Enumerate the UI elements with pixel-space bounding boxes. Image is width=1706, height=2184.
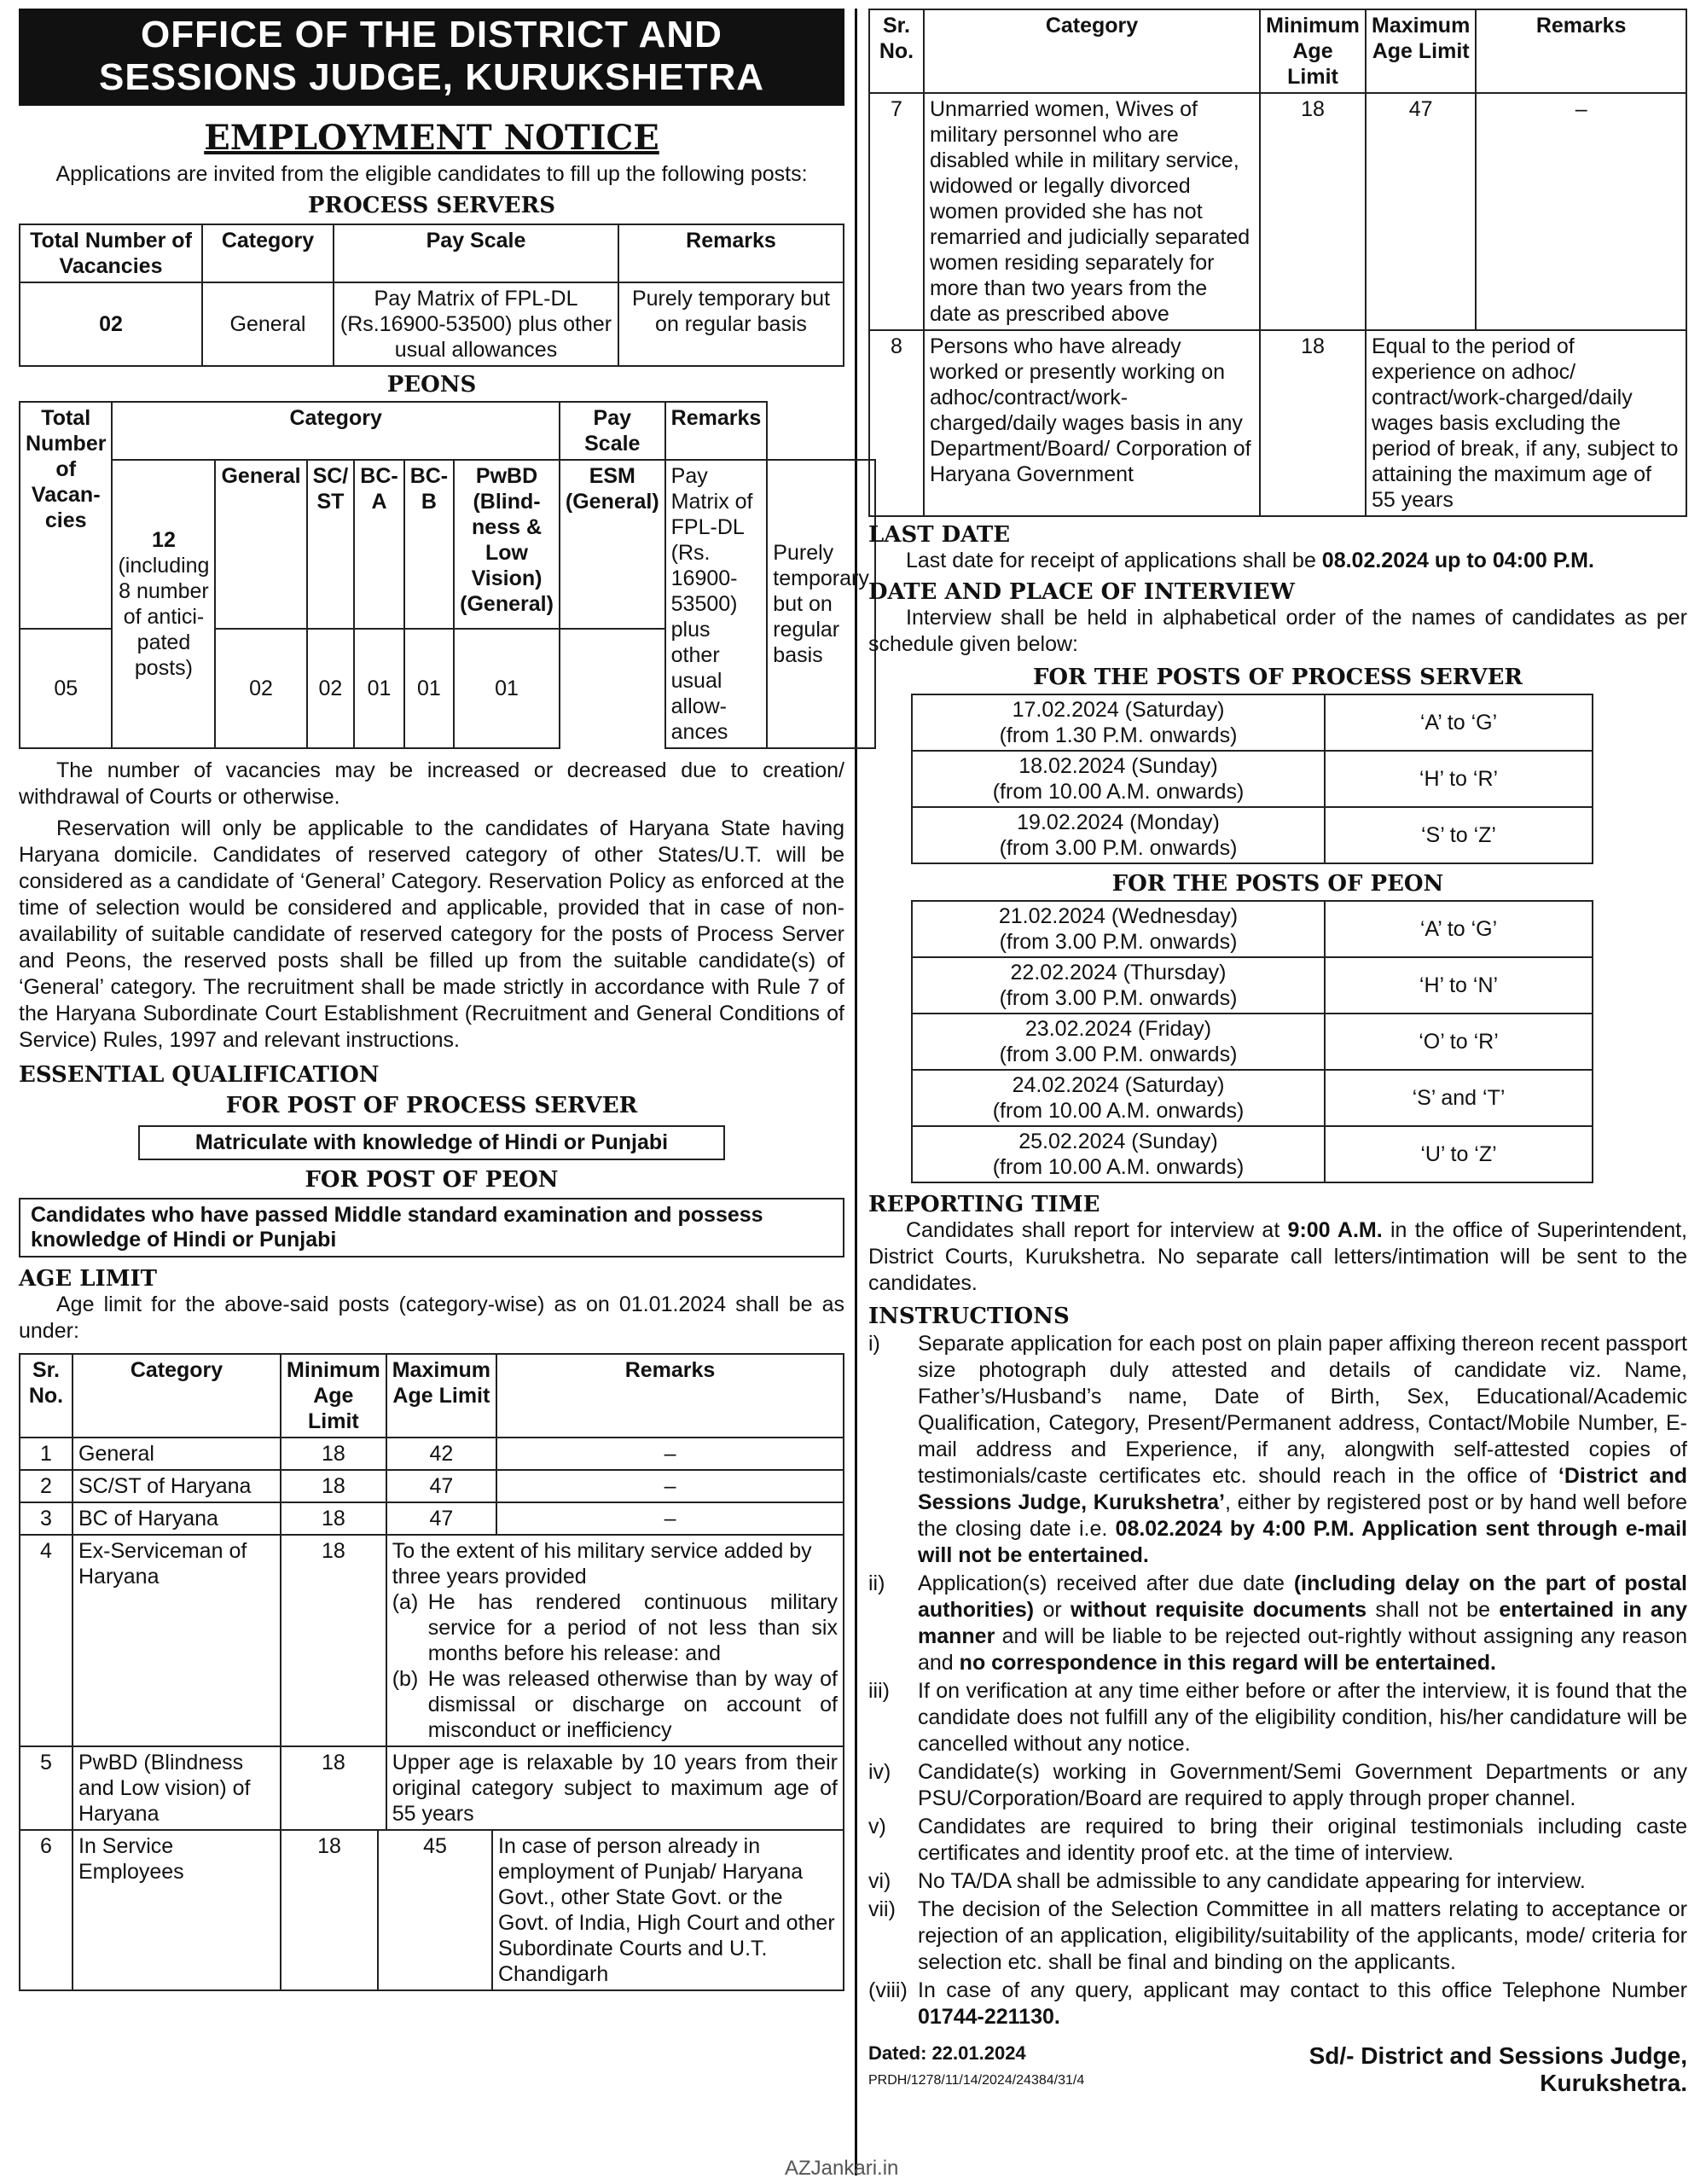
peon-val-esm: 01 xyxy=(454,629,560,748)
schedule-date: 25.02.2024 (Sunday) xyxy=(1018,1130,1218,1153)
ps-vacancies: 02 xyxy=(20,282,202,366)
esm-condition-b-text: He was released otherwise than by way of dismissal or discharge on account of misconduct or inefficiency xyxy=(427,1667,838,1742)
schedule-time: (from 1.30 P.M. onwards) xyxy=(999,723,1238,747)
age-min: 18 xyxy=(281,1502,386,1535)
age-limit-table-right xyxy=(868,9,1687,517)
age-min: 18 xyxy=(281,1470,386,1502)
notice-title: EMPLOYMENT NOTICE xyxy=(204,118,659,158)
instr-i-d: 08.02.2024 by 4:00 P.M. Application sent through e-mail will not be entertained. xyxy=(918,1517,1687,1567)
age-max: 45 xyxy=(378,1831,492,1990)
instruction-item xyxy=(868,1678,1687,1757)
instr-ii-d: without requisite documents xyxy=(1071,1598,1367,1622)
qualification-heading: ESSENTIAL QUALIFICATION xyxy=(19,1062,380,1088)
column-divider xyxy=(855,9,857,2175)
instruction-text: Candidates are required to bring their original testimonials including caste certificates and identity proof etc. at the time of interview. xyxy=(918,1815,1687,1865)
pwbd-remarks: Upper age is relaxable by 10 years from their original category subject to maximum age of 55 years xyxy=(386,1746,844,1830)
peon-header-category: Category xyxy=(112,402,559,460)
schedule-date: 21.02.2024 (Wednesday) xyxy=(998,904,1239,928)
instr-viii-b: 01744-221130. xyxy=(918,2005,1060,2029)
intro-text: Applications are invited from the eligible candidates to fill up the following posts: xyxy=(55,162,808,186)
table-row xyxy=(20,1470,844,1502)
age-category: General xyxy=(73,1438,281,1470)
ps-pay-scale: Pay Matrix of FPL-DL (Rs.16900-53500) plus other usual allowances xyxy=(334,282,618,366)
instruction-text: No TA/DA shall be admissible to any candidate appearing for interview. xyxy=(918,1869,1586,1893)
instruction-item xyxy=(868,1331,1687,1569)
age-category: Ex-Serviceman of Haryana xyxy=(73,1535,281,1746)
peon-sub-bca: BC- A xyxy=(354,460,403,629)
age-sr: 5 xyxy=(20,1746,73,1830)
last-date-text xyxy=(868,548,1687,574)
last-date-heading: LAST DATE xyxy=(868,522,1011,548)
instruction-text xyxy=(918,1331,1687,1569)
table-row xyxy=(869,330,1686,516)
instruction-text: The decision of the Selection Committee in all matters relating to acceptance or rejection of an application, eligibility/suitability of the applicants, mode/ criteria for selection etc. shall be final and binding on the applicants. xyxy=(918,1897,1687,1974)
table-row xyxy=(912,807,1593,863)
schedule-range: ‘O’ to ‘R’ xyxy=(1325,1014,1593,1070)
age-min: 18 xyxy=(281,1746,386,1830)
interview-ps-table xyxy=(911,694,1593,864)
table-row xyxy=(912,901,1593,957)
table-row xyxy=(20,1502,844,1535)
peon-sub-esm: ESM (General) xyxy=(560,460,665,629)
office-banner xyxy=(19,9,844,106)
age-limit-intro: Age limit for the above-said posts (category-wise) as on 01.01.2024 shall be as under: xyxy=(19,1292,844,1343)
schedule-range: ‘S’ and ‘T’ xyxy=(1325,1070,1593,1126)
age-header-remarks: Remarks xyxy=(1476,9,1686,93)
instr-i-c: , either by registered post or by hand well before the closing date i.e. xyxy=(918,1490,1687,1541)
reporting-text xyxy=(868,1217,1687,1297)
peons-heading: PEONS xyxy=(386,372,477,398)
age-sr: 7 xyxy=(869,93,924,330)
inservice-remarks: In case of person already in employment of Punjab/ Haryana Govt., other State Govt. or the Govt. of India, High Court and other Subordinate Courts and U.T. Chandigarh xyxy=(492,1831,844,1990)
left-column xyxy=(19,9,869,1991)
ps-header-remarks: Remarks xyxy=(618,224,844,282)
age-min: 18 xyxy=(1260,330,1366,516)
signature-line-2: Kurukshetra. xyxy=(1540,2070,1687,2096)
age-header-sr: Sr. No. xyxy=(869,9,924,93)
peon-header-total xyxy=(20,402,112,629)
signature-line-1: Sd/- District and Sessions Judge, xyxy=(1309,2042,1687,2069)
esm-condition-a-text: He has rendered continuous military service for a period of not less than six months before his release: and xyxy=(427,1590,838,1665)
instruction-number: i) xyxy=(868,1332,880,1356)
table-row xyxy=(912,957,1593,1014)
signature-block xyxy=(1309,2042,1687,2097)
peon-sub-pwbd: PwBD (Blind- ness & Low Vision) (General) xyxy=(454,460,560,629)
age-header-min: Minimum Age Limit xyxy=(1260,9,1366,93)
qual-ps-heading: FOR POST OF PROCESS SERVER xyxy=(225,1093,638,1118)
process-servers-table xyxy=(19,224,844,367)
schedule-date: 19.02.2024 (Monday) xyxy=(1017,810,1220,834)
reporting-heading: REPORTING TIME xyxy=(868,1192,1100,1217)
peon-sub-scst: SC/ ST xyxy=(307,460,355,629)
instr-ii-g: and will be liable to be rejected out-rightly without assigning any reason and xyxy=(918,1624,1687,1675)
age-min: 18 xyxy=(281,1831,378,1990)
instr-viii-a: In case of any query, applicant may contact to this office Telephone Number xyxy=(918,1978,1687,2002)
age-category: Unmarried women, Wives of military personnel who are disabled while in military service, widowed or legally divorced women provided she has not remarried and judicially separated women residing separately for more than two years from the date as prescribed above xyxy=(924,93,1260,330)
schedule-range: ‘H’ to ‘N’ xyxy=(1325,957,1593,1014)
age-min: 18 xyxy=(1260,93,1366,330)
instr-ii-f: entertained in any manner xyxy=(918,1598,1687,1648)
age-category: In Service Employees xyxy=(73,1831,281,1990)
prdh-code: PRDH/1278/11/14/2024/24384/31/4 xyxy=(868,2073,1085,2088)
instruction-number: vii) xyxy=(868,1897,896,1921)
age-max: 47 xyxy=(386,1502,496,1535)
interview-ps-heading: FOR THE POSTS OF PROCESS SERVER xyxy=(1032,665,1523,690)
peon-header-remarks: Remarks xyxy=(665,402,768,460)
table-row xyxy=(869,93,1686,330)
interview-peon-table xyxy=(911,900,1593,1183)
peon-remarks: Purely temporary but on regular basis xyxy=(767,460,875,748)
reporting-time: 9:00 A.M. xyxy=(1287,1218,1383,1242)
age-max: 47 xyxy=(386,1470,496,1502)
age-remarks: – xyxy=(496,1470,844,1502)
instruction-number: iii) xyxy=(868,1679,890,1703)
esm-condition-b: (b) He was released otherwise than by way of dismissal or discharge on account of misconduct or inefficiency xyxy=(392,1667,838,1742)
last-date-prefix: Last date for receipt of applications shall be xyxy=(906,549,1322,572)
table-row xyxy=(912,1126,1593,1182)
right-column xyxy=(868,9,1687,2097)
interview-heading: DATE AND PLACE OF INTERVIEW xyxy=(868,579,1295,605)
instruction-number: v) xyxy=(868,1815,886,1838)
instruction-item xyxy=(868,1868,1687,1895)
schedule-date: 23.02.2024 (Friday) xyxy=(1024,1017,1212,1041)
process-servers-heading: PROCESS SERVERS xyxy=(308,193,555,218)
age-header-min: Minimum Age Limit xyxy=(281,1354,386,1438)
schedule-date: 18.02.2024 (Sunday) xyxy=(1018,754,1218,778)
watermark: AZJankari.in xyxy=(785,2157,899,2180)
schedule-time: (from 3.00 P.M. onwards) xyxy=(999,986,1238,1010)
peon-pay-scale: Pay Matrix of FPL-DL (Rs. 16900- 53500) plus other usual allow- ances xyxy=(665,460,768,748)
age-sr: 2 xyxy=(20,1470,73,1502)
age-limit-table-left xyxy=(19,1353,844,1831)
instruction-text: Candidate(s) working in Government/Semi Government Departments or any PSU/Corporation/Board are required to apply through proper channel. xyxy=(918,1760,1687,1810)
instr-ii-b: (including delay on the part of postal authorities) xyxy=(918,1571,1688,1622)
ps-category: General xyxy=(202,282,334,366)
dated-text: Dated: 22.01.2024 xyxy=(868,2042,1026,2064)
age-category: BC of Haryana xyxy=(73,1502,281,1535)
peon-val-scst: 02 xyxy=(215,629,306,748)
table-row xyxy=(912,751,1593,807)
instruction-item xyxy=(868,1978,1687,2030)
office-line-1: OFFICE OF THE DISTRICT AND xyxy=(141,14,722,55)
peon-val-general: 05 xyxy=(20,629,112,748)
instr-ii-h: no correspondence in this regard will be entertained. xyxy=(959,1651,1496,1675)
age-limit-heading: AGE LIMIT xyxy=(19,1266,157,1292)
schedule-time: (from 10.00 A.M. onwards) xyxy=(992,780,1245,804)
instructions-heading: INSTRUCTIONS xyxy=(868,1304,1070,1329)
age-header-category: Category xyxy=(924,9,1260,93)
reporting-prefix: Candidates shall report for interview at xyxy=(906,1218,1288,1242)
schedule-range: ‘A’ to ‘G’ xyxy=(1325,901,1593,957)
ps-header-vacancies: Total Number of Vacancies xyxy=(20,224,202,282)
peon-total xyxy=(112,460,215,748)
age-sr: 4 xyxy=(20,1535,73,1746)
age-min: 18 xyxy=(281,1438,386,1470)
instr-i-a: Separate application for each post on plain paper affixing thereon recent passport size photograph duly attested and details of candidate viz. Name, Father’s/Husband’s name, Date of Birth, Sex, Educational/Academic Qualification, Category, Present/Permanent address, Contact/Mobile Number, E-mail address and Experience, if any, alongwith self-attested copies of testimonials/caste certificates etc. should reach in the office of xyxy=(918,1332,1687,1488)
age-category: SC/ST of Haryana xyxy=(73,1470,281,1502)
adhoc-remarks: Equal to the period of experience on adhoc/ contract/work-charged/daily wages basis excluding the period of break, if any, subject to attaining the maximum age of 55 years xyxy=(1366,330,1686,516)
schedule-time: (from 3.00 P.M. onwards) xyxy=(999,930,1238,954)
age-sr: 1 xyxy=(20,1438,73,1470)
age-max: 42 xyxy=(386,1438,496,1470)
reservation-paragraph: Reservation will only be applicable to the candidates of Haryana State having Haryana domicile. Candidates of reserved category of other States/U.T. will be considered as a candidate of ‘General’ Category. Reservation Policy as enforced at the time of selection would be considered and applicable, provided that in case of non-availability of suitable candidate of reserved category for the posts of Process Server and Peons, the reserved posts shall be filled up from the suitable candidate(s) of ‘General’ category. The recruitment shall be made strictly in accordance with Rule 7 of the Haryana Subordinate Court Establishment (Recruitment and General Conditions of Service) Rules, 1997 and relevant instructions. xyxy=(19,816,844,1052)
peon-sub-bcb: BC- B xyxy=(404,460,454,629)
table-row xyxy=(912,1070,1593,1126)
age-sr: 3 xyxy=(20,1502,73,1535)
age-min: 18 xyxy=(281,1535,386,1746)
last-date-value: 08.02.2024 up to 04:00 P.M. xyxy=(1321,549,1594,572)
schedule-time: (from 10.00 A.M. onwards) xyxy=(992,1099,1245,1123)
qual-ps-text: Matriculate with knowledge of Hindi or Punjabi xyxy=(138,1125,725,1160)
table-row xyxy=(912,1014,1593,1070)
instruction-item xyxy=(868,1571,1687,1676)
instr-ii-e: shall not be xyxy=(1367,1598,1500,1622)
peon-total-number: 12 xyxy=(152,528,176,552)
qual-peon-text: Candidates who have passed Middle standard examination and possess knowledge of Hindi or Punjabi xyxy=(19,1198,844,1258)
age-sr: 6 xyxy=(20,1831,73,1990)
peon-header-total-text: Total Number of Vacan- cies xyxy=(26,406,107,532)
age-remarks: – xyxy=(1476,93,1686,330)
esm-remarks xyxy=(386,1535,844,1746)
table-row xyxy=(20,1746,844,1830)
ps-header-pay-scale: Pay Scale xyxy=(334,224,618,282)
qual-peon-heading: FOR POST OF PEON xyxy=(305,1167,559,1193)
reporting-suffix: in the office of Superintendent, District Courts, Kurukshetra. No separate call letters/intimation will be sent to the candidates. xyxy=(868,1218,1688,1295)
age-header-max: Maximum Age Limit xyxy=(386,1354,496,1438)
table-row xyxy=(20,1535,844,1746)
age-category: Persons who have already worked or presently working on adhoc/contract/work-charged/daily wages basis in any Department/Board/ Corporation of Haryana Government xyxy=(924,330,1260,516)
age-limit-table-row6 xyxy=(19,1831,844,1991)
instr-i-b: ‘District and Sessions Judge, Kurukshetra’ xyxy=(918,1464,1687,1514)
instruction-text xyxy=(918,1571,1687,1676)
vacancy-note: The number of vacancies may be increased or decreased due to creation/ withdrawal of Courts or otherwise. xyxy=(19,758,844,809)
table-row xyxy=(20,1438,844,1470)
interview-intro: Interview shall be held in alphabetical order of the names of candidates as per schedule given below: xyxy=(868,606,1687,656)
schedule-time: (from 3.00 P.M. onwards) xyxy=(999,1043,1238,1066)
instruction-text: If on verification at any time either before or after the interview, it is found that the candidate does not fulfill any of the eligibility condition, his/her candidature will be cancelled without any notice. xyxy=(918,1679,1687,1756)
table-row xyxy=(20,282,844,366)
ps-remarks: Purely temporary but on regular basis xyxy=(618,282,844,366)
footer-left xyxy=(868,2042,1084,2097)
peon-total-note: (including 8 number of antici- pated posts) xyxy=(118,554,210,680)
age-max: 47 xyxy=(1366,93,1476,330)
peon-val-pwbd: 01 xyxy=(404,629,454,748)
peon-val-bcb: 01 xyxy=(354,629,403,748)
office-line-2: SESSIONS JUDGE, KURUKSHETRA xyxy=(98,56,764,98)
table-row xyxy=(20,1831,844,1990)
table-row xyxy=(912,694,1593,751)
schedule-date: 24.02.2024 (Saturday) xyxy=(1012,1073,1225,1097)
age-header-max: Maximum Age Limit xyxy=(1366,9,1476,93)
peon-val-bca: 02 xyxy=(307,629,355,748)
ps-header-category: Category xyxy=(202,224,334,282)
age-remarks: – xyxy=(496,1502,844,1535)
age-remarks: – xyxy=(496,1438,844,1470)
peon-header-pay: Pay Scale xyxy=(560,402,665,460)
esm-remarks-text: To the extent of his military service added by three years provided xyxy=(392,1539,812,1589)
instruction-text xyxy=(918,1978,1687,2030)
schedule-time: (from 3.00 P.M. onwards) xyxy=(999,836,1238,860)
instruction-number: iv) xyxy=(868,1760,891,1784)
peon-sub-general: General xyxy=(215,460,306,629)
schedule-range: ‘U’ to ‘Z’ xyxy=(1325,1126,1593,1182)
age-sr: 8 xyxy=(869,330,924,516)
instruction-item xyxy=(868,1759,1687,1812)
esm-condition-a: (a) He has rendered continuous military service for a period of not less than six months before his release: and xyxy=(392,1590,838,1665)
age-header-sr: Sr. No. xyxy=(20,1354,73,1438)
schedule-range: ‘S’ to ‘Z’ xyxy=(1325,807,1593,863)
instruction-item xyxy=(868,1896,1687,1976)
schedule-date: 22.02.2024 (Thursday) xyxy=(1010,961,1227,985)
instr-ii-c: or xyxy=(1034,1598,1071,1622)
instr-ii-a: Application(s) received after due date xyxy=(918,1571,1294,1595)
schedule-date: 17.02.2024 (Saturday) xyxy=(1012,698,1225,722)
age-category: PwBD (Blindness and Low vision) of Haryana xyxy=(73,1746,281,1830)
schedule-time: (from 10.00 A.M. onwards) xyxy=(992,1155,1245,1179)
instruction-item xyxy=(868,1814,1687,1867)
schedule-range: ‘H’ to ‘R’ xyxy=(1325,751,1593,807)
footer xyxy=(868,2042,1687,2097)
instruction-number: vi) xyxy=(868,1869,891,1893)
peons-table xyxy=(19,401,876,749)
age-header-category: Category xyxy=(73,1354,281,1438)
interview-peon-heading: FOR THE POSTS OF PEON xyxy=(1111,871,1444,897)
instruction-number: (viii) xyxy=(868,1978,908,2002)
schedule-range: ‘A’ to ‘G’ xyxy=(1325,694,1593,751)
instruction-number: ii) xyxy=(868,1571,885,1595)
age-header-remarks: Remarks xyxy=(496,1354,844,1438)
